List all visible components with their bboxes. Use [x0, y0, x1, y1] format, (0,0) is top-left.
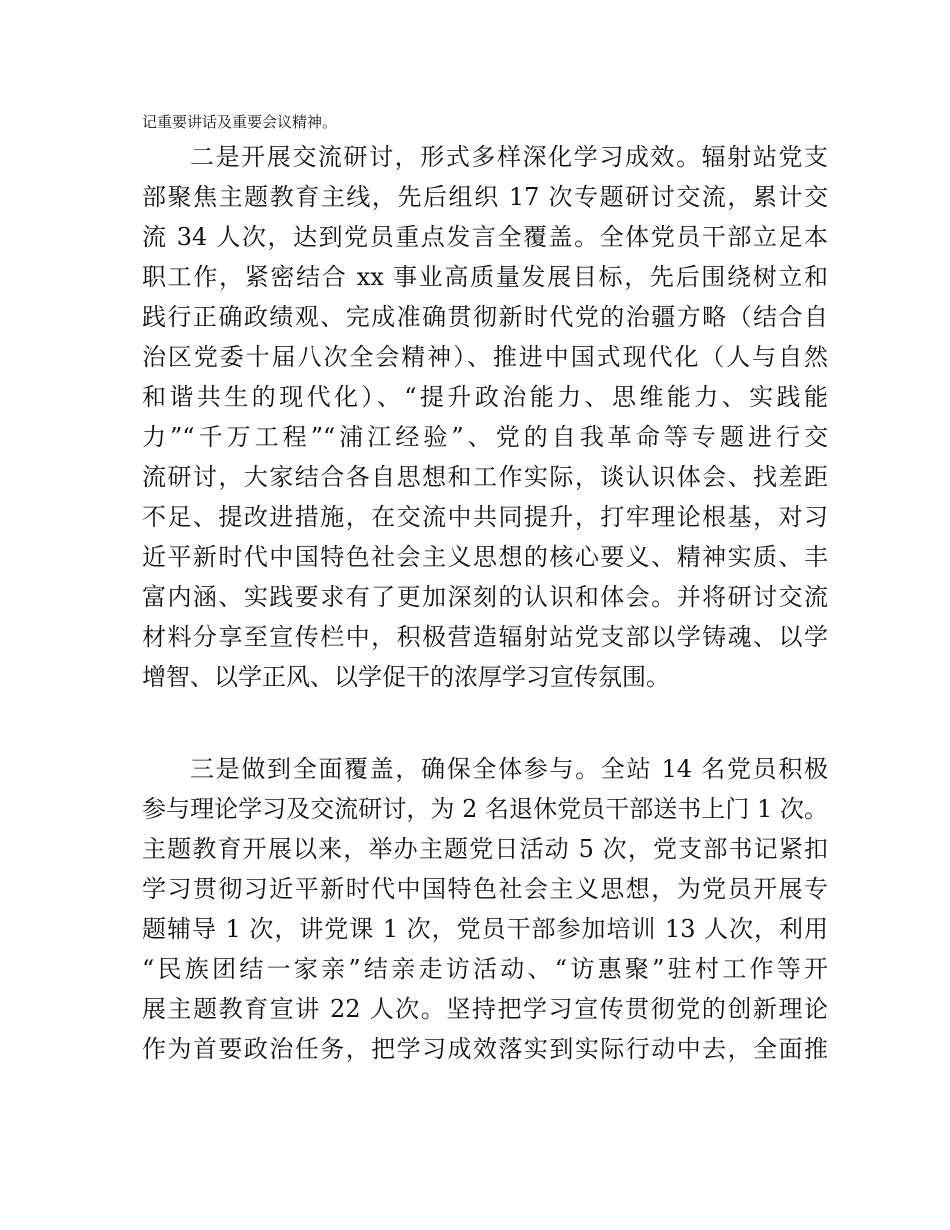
- text-line: 学习贯彻习近平新时代中国特色社会主义思想，为党员开展专: [142, 875, 828, 903]
- text-line: 主题教育开展以来，举办主题党日活动 5 次，党支部书记紧扣: [142, 835, 828, 863]
- paragraph-exchange-discussion: [142, 137, 828, 697]
- text-line: 作为首要政治任务，把学习成效落实到实际行动中去，全面推: [142, 1035, 828, 1063]
- text-line: 增智、以学正风、以学促干的浓厚学习宣传氛围。: [142, 663, 670, 691]
- text-line: 践行正确政绩观、完成准确贯彻新时代党的治疆方略（结合自: [142, 303, 828, 331]
- text-line: 职工作，紧密结合 xx 事业高质量发展目标，先后围绕树立和: [142, 263, 828, 291]
- text-line: 流研讨，大家结合各自思想和工作实际，谈认识体会、找差距: [142, 463, 828, 491]
- text-line: 力”“千万工程”“浦江经验”、党的自我革命等专题进行交: [142, 423, 828, 451]
- text-line: 二是开展交流研讨，形式多样深化学习成效。辐射站党支: [190, 143, 828, 171]
- text-line: 富内涵、实践要求有了更加深刻的认识和体会。并将研讨交流: [142, 583, 828, 611]
- text-line: 治区党委十届八次全会精神）、推进中国式现代化（人与自然: [142, 343, 828, 371]
- text-line: 展主题教育宣讲 22 人次。坚持把学习宣传贯彻党的创新理论: [142, 995, 828, 1023]
- continued-text-fragment: 记重要讲话及重要会议精神。: [142, 113, 338, 131]
- text-line: 近平新时代中国特色社会主义思想的核心要义、精神实质、丰: [142, 543, 828, 571]
- text-line: 参与理论学习及交流研讨，为 2 名退休党员干部送书上门 1 次。: [142, 795, 828, 823]
- text-line: 材料分享至宣传栏中，积极营造辐射站党支部以学铸魂、以学: [142, 623, 828, 651]
- paragraph-full-coverage: [142, 749, 828, 1069]
- text-line: 题辅导 1 次，讲党课 1 次，党员干部参加培训 13 人次，利用: [142, 915, 828, 943]
- text-line: 不足、提改进措施，在交流中共同提升，打牢理论根基，对习: [142, 503, 828, 531]
- text-line: 流 34 人次，达到党员重点发言全覆盖。全体党员干部立足本: [142, 223, 828, 251]
- text-line: “民族团结一家亲”结亲走访活动、“访惠聚”驻村工作等开: [142, 955, 828, 983]
- text-line: 部聚焦主题教育主线，先后组织 17 次专题研讨交流，累计交: [142, 183, 828, 211]
- text-line: 和谐共生的现代化）、“提升政治能力、思维能力、实践能: [142, 383, 828, 411]
- text-line: 三是做到全面覆盖，确保全体参与。全站 14 名党员积极: [190, 755, 828, 783]
